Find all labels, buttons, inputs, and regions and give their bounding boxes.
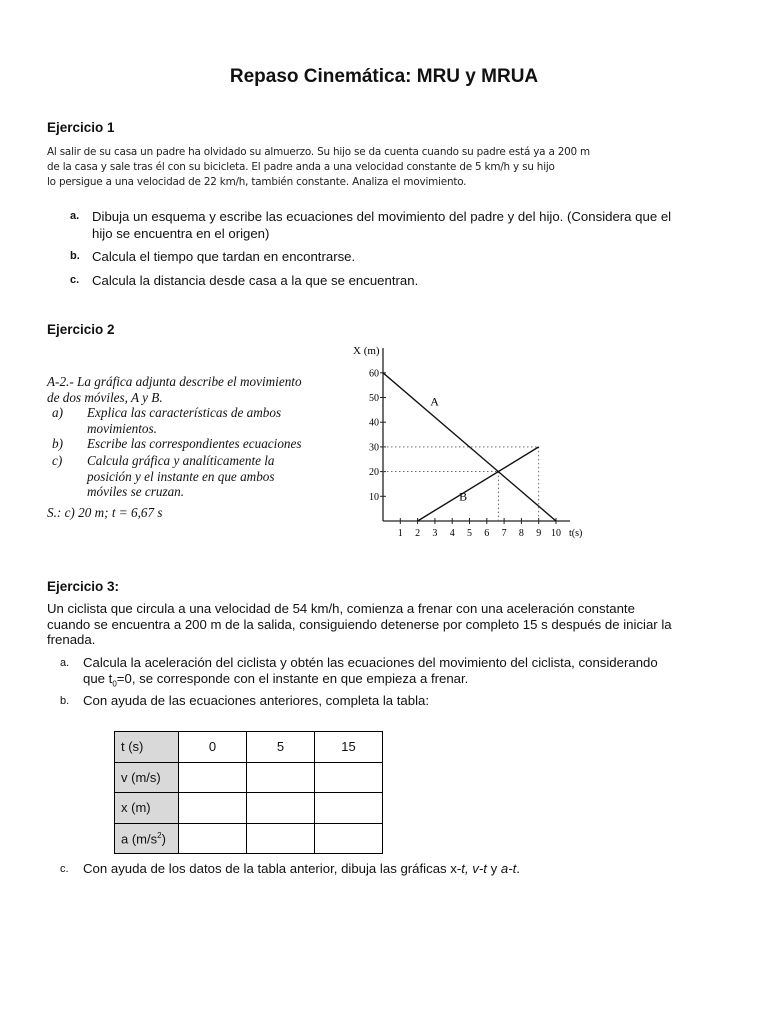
- motion-table: [114, 731, 383, 854]
- question-marker: a.: [60, 657, 70, 669]
- table-cell[interactable]: [315, 823, 383, 854]
- question-text: Calcula la distancia desde casa a la que se encuentran.: [92, 273, 419, 288]
- table-cell[interactable]: [179, 823, 247, 854]
- table-cell[interactable]: [179, 793, 247, 824]
- y-tick-label: 20: [369, 467, 379, 479]
- table-header-cell: 5: [247, 732, 315, 763]
- question-text: Escribe las correspondientes ecuaciones: [87, 436, 302, 451]
- table-header-cell: t (s): [115, 732, 179, 763]
- table-header-cell: 0: [179, 732, 247, 763]
- x-tick-label: 6: [484, 528, 490, 539]
- exercise-1-statement: [47, 145, 590, 190]
- x-tick-label: 5: [467, 528, 472, 539]
- question-text: movimientos.: [87, 420, 157, 436]
- table-cell[interactable]: [247, 793, 315, 824]
- question-marker: b.: [60, 695, 70, 707]
- y-tick-label: 10: [369, 491, 379, 503]
- question-marker: c.: [70, 274, 80, 286]
- question-marker: b): [52, 436, 63, 451]
- statement-line: Al salir de su casa un padre ha olvidado su almuerzo. Su hijo se da cuenta cuando su padre está ya a 200 m: [47, 146, 590, 158]
- question-b: [60, 693, 740, 711]
- question-text: posición y el instante en que ambos: [87, 468, 275, 484]
- exercise-2-statement: [47, 374, 327, 521]
- table-row: [115, 823, 383, 854]
- statement-line: de dos móviles, A y B.: [47, 389, 163, 405]
- question-a: [60, 655, 740, 689]
- x-axis-label: t(s): [569, 528, 583, 539]
- exercise-1-questions: [70, 208, 730, 296]
- x-tick-label: 4: [449, 528, 455, 539]
- statement-line: de la casa y sale tras él con su bicicleta. El padre anda a una velocidad constante de 5 km/h y su hijo: [47, 161, 555, 173]
- table-cell[interactable]: [315, 762, 383, 793]
- question-text: Calcula el tiempo que tardan en encontrarse.: [92, 249, 356, 264]
- page-title: Repaso Cinemática: MRU y MRUA: [229, 66, 539, 87]
- table-cell[interactable]: [247, 762, 315, 793]
- y-axis-label: X (m): [353, 345, 380, 357]
- exercise-3-heading: Ejercicio 3:: [47, 579, 120, 594]
- x-tick-label: 2: [415, 528, 421, 539]
- exercise-2-heading: Ejercicio 2: [47, 322, 115, 337]
- question-marker: c): [52, 453, 63, 468]
- statement-line: Un ciclista que circula a una velocidad de 54 km/h, comienza a frenar con una aceleración constante: [47, 601, 635, 616]
- exercise-1-heading: Ejercicio 1: [47, 120, 115, 135]
- position-time-graph: [340, 338, 600, 544]
- question-text: móviles se cruzan.: [87, 484, 185, 499]
- series-label-b: B: [459, 489, 468, 504]
- question-c: [60, 861, 740, 879]
- question-c: [47, 453, 327, 503]
- exercise-3-statement: [47, 601, 737, 648]
- x-tick-label: 9: [536, 528, 542, 539]
- question-text: hijo se encuentra en el origen): [92, 226, 270, 241]
- question-a: [70, 208, 730, 248]
- series-label-a: A: [430, 394, 439, 409]
- x-tick-label: 10: [551, 528, 561, 539]
- y-tick-label: 40: [369, 417, 379, 429]
- y-tick-label: 50: [369, 393, 379, 404]
- statement-line: frenada.: [47, 632, 96, 647]
- question-text: Calcula la aceleración del ciclista y obtén las ecuaciones del movimiento del ciclista, considerando: [83, 655, 658, 670]
- table-cell[interactable]: [247, 823, 315, 854]
- question-text: Dibuja un esquema y escribe las ecuaciones del movimiento del padre y del hijo. (Considera que el: [92, 209, 672, 224]
- question-marker: a): [52, 405, 63, 420]
- table-header-cell: 15: [315, 732, 383, 763]
- question-text: Con ayuda de los datos de la tabla anterior, dibuja las gráficas x-t, v-t y a-t.: [83, 861, 520, 876]
- question-marker: c.: [60, 863, 69, 875]
- question-b: [70, 248, 730, 272]
- series-line-b: [418, 447, 539, 521]
- table-row-label: v (m/s): [115, 762, 179, 793]
- statement-line: lo persigue a una velocidad de 22 km/h, también constante. Analiza el movimiento.: [47, 176, 467, 188]
- x-tick-label: 8: [518, 528, 524, 539]
- question-b: [47, 436, 327, 453]
- question-marker: a.: [70, 210, 80, 222]
- question-c: [70, 272, 730, 296]
- table-cell[interactable]: [315, 793, 383, 824]
- statement-line: cuando se encuentra a 200 m de la salida, consiguiendo detenerse por completo 15 s después de iniciar la: [47, 616, 672, 632]
- table-row-label: x (m): [115, 793, 179, 824]
- table-row-label: a $(m/s^2)$: [115, 823, 179, 854]
- table-row: [115, 793, 383, 824]
- question-text: Explica las características de ambos: [87, 405, 282, 420]
- question-text: Con ayuda de las ecuaciones anteriores, completa la tabla:: [83, 693, 430, 708]
- question-marker: b.: [70, 250, 80, 262]
- table-row: [115, 732, 383, 763]
- question-a: [47, 405, 327, 436]
- x-tick-label: 1: [397, 528, 403, 539]
- statement-line: A-2.- La gráfica adjunta describe el movimiento: [47, 374, 302, 389]
- table-row: [115, 762, 383, 793]
- x-tick-label: 7: [501, 528, 507, 539]
- series-line-a: [383, 373, 556, 521]
- question-text: que $t_0=0$, se corresponde con el instante en que empieza a frenar.: [83, 670, 469, 689]
- question-text: Calcula gráfica y analíticamente la: [87, 453, 275, 468]
- solution: S.: c) 20 m; t = 6,67 s: [47, 505, 163, 520]
- x-tick-label: 3: [432, 528, 438, 539]
- y-tick-label: 60: [369, 368, 379, 380]
- y-tick-label: 30: [369, 442, 379, 454]
- table-cell[interactable]: [179, 762, 247, 793]
